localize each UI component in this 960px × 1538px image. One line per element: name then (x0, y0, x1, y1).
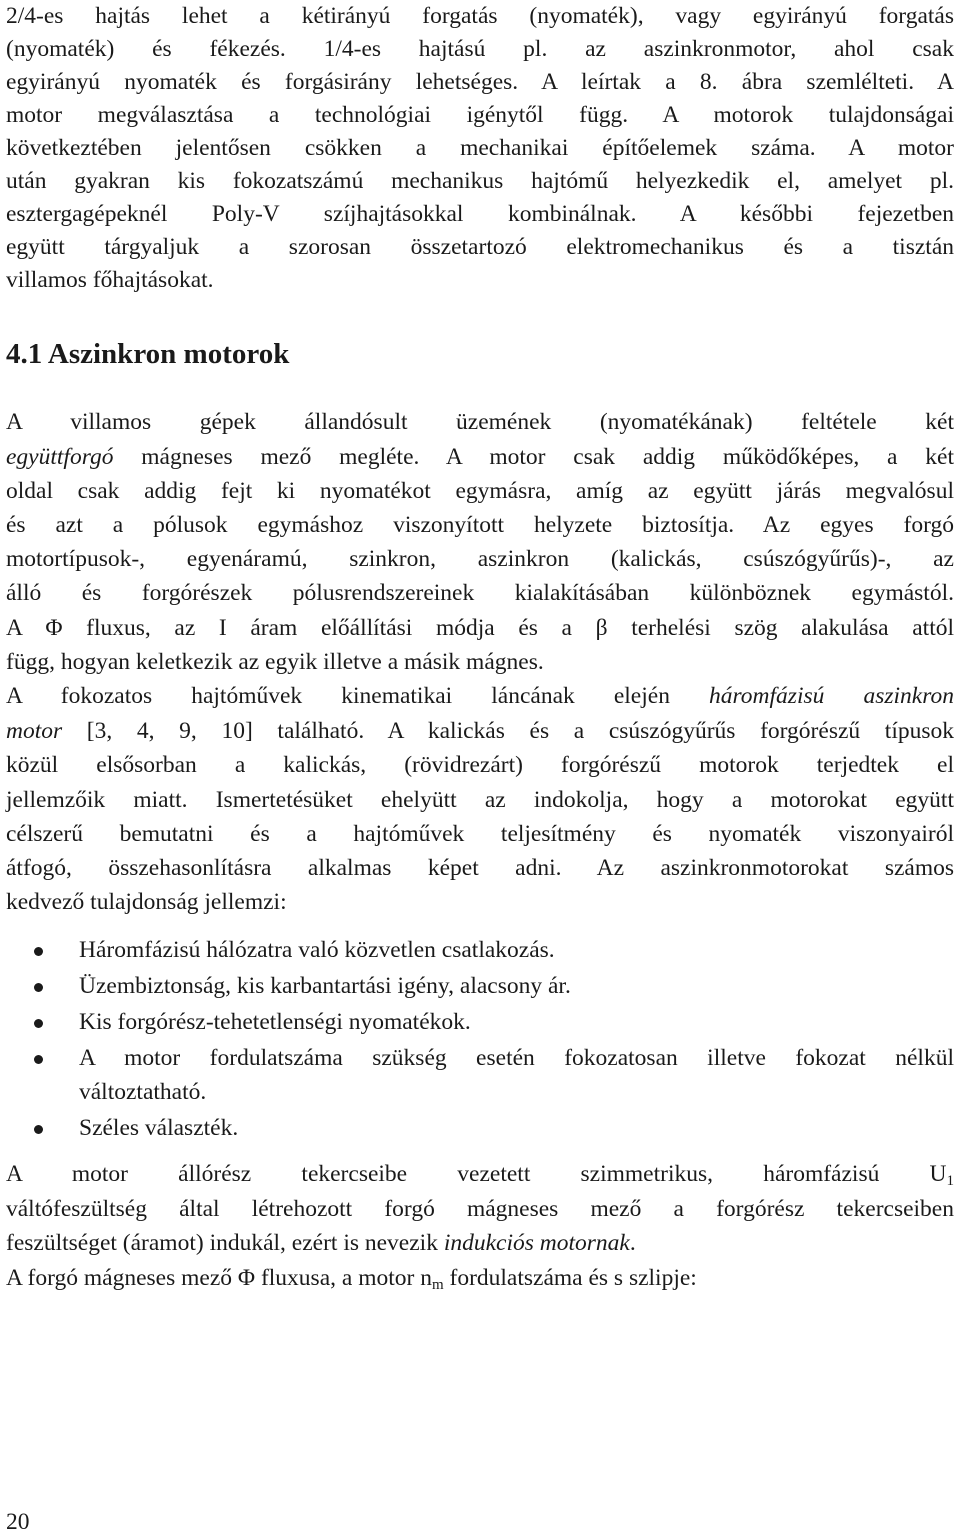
para3-line-7: kedvező tulajdonság jellemzi: (6, 889, 287, 915)
list-item-text: Háromfázisú hálózatra való közvetlen csatlakozás. (79, 937, 555, 963)
bullet-dot (34, 1019, 43, 1028)
list-item-text: Üzembiztonság, kis karbantartási igény, alacsony ár. (79, 973, 571, 999)
para4-line-1 (6, 1158, 954, 1190)
page-number: 20 (6, 1509, 30, 1535)
bullet-dot (34, 947, 43, 956)
para3-line-1-start: A fokozatos hajtóművek kinematikai láncának elején (6, 683, 710, 709)
para2-line-6: álló és forgórészek pólusrendszereinek kialakításában különböznek egymástól. (6, 580, 954, 606)
para1-line-2: (nyomaték) és fékezés. 1/4-es hajtású pl. az aszinkronmotor, ahol csak (6, 36, 954, 62)
list-item (0, 1006, 960, 1038)
para4-subscript: 1 (946, 1173, 954, 1189)
para5-line-1 (6, 1262, 954, 1294)
para2-line-8: függ, hogyan keletkezik az egyik illetve a másik mágnes. (6, 649, 544, 675)
para2-line-3: oldal csak addig fejt ki nyomatékot egymásra, amíg az együtt járás megvalósul (6, 478, 954, 504)
para1-line-9: villamos főhajtásokat. (6, 267, 214, 293)
para5-end: fordulatszáma és s szlipje: (443, 1265, 697, 1291)
para4-line-3-end: . (629, 1230, 636, 1256)
list-item (0, 934, 960, 966)
para3-line-2-rest: [3, 4, 9, 10] található. A kalickás és a csúszógyűrűs forgórészű típusok (62, 718, 954, 744)
para1-line-3: egyirányú nyomaték és forgásirány lehetséges. A leírtak a 8. ábra szemlélteti. A (6, 69, 954, 95)
para3-italic-term-1: háromfázisú aszinkron (709, 683, 954, 709)
list-item-text-continued: változtatható. (79, 1079, 207, 1105)
para2-line-1: A villamos gépek állandósult üzemének (nyomatékának) feltétele két (6, 409, 954, 435)
para4-line-3 (6, 1227, 954, 1259)
para5-subscript: m (431, 1277, 444, 1293)
list-item (0, 970, 960, 1002)
list-item-text: Széles választék. (79, 1115, 239, 1141)
list-item (0, 1042, 960, 1105)
para1-line-8: együtt tárgyaljuk a szorosan összetartozó elektromechanikus és a tisztán (6, 234, 954, 260)
para4-italic-term: indukciós motornak (443, 1230, 630, 1256)
para2-line-7: A Φ fluxus, az I áram előállítási módja és a β terhelési szög alakulása attól (6, 615, 954, 641)
para3-line-4: jellemzőik miatt. Ismertetésüket ehelyütt az indokolja, hogy a motorokat együtt (6, 787, 954, 813)
para2-italic-term: együttforgó (6, 444, 114, 470)
list-item (0, 1112, 960, 1144)
para2-line-4: és azt a pólusok egymáshoz viszonyított helyzete biztosítja. Az egyes forgó (6, 512, 954, 538)
section-heading: 4.1 Aszinkron motorok (6, 338, 290, 370)
para1-line-1: 2/4-es hajtás lehet a kétirányú forgatás (nyomaték), vagy egyirányú forgatás (6, 3, 954, 29)
para1-line-6: után gyakran kis fokozatszámú mechanikus hajtómű helyezkedik el, amelyet pl. (6, 168, 954, 194)
para3-line-3: közül elsősorban a kalickás, (rövidrezárt) forgórészű motorok terjedtek el (6, 752, 954, 778)
list-item-text: Kis forgórész-tehetetlenségi nyomatékok. (79, 1009, 471, 1035)
para4-line-2: váltófeszültség által létrehozott forgó mágneses mező a forgórész tekercseiben (6, 1196, 954, 1222)
bullet-dot (34, 1055, 43, 1064)
list-item-text: A motor fordulatszáma szükség esetén fokozatosan illetve fokozat nélkül (79, 1045, 954, 1071)
para2-line-5: motortípusok-, egyenáramú, szinkron, aszinkron (kalickás, csúszógyűrűs)-, az (6, 546, 954, 572)
para1-line-5: következtében jelentősen csökken a mechanikai építőelemek száma. A motor (6, 135, 954, 161)
para2-line-2 (6, 441, 954, 473)
para2-line-2-rest: mágneses mező megléte. A motor csak addig működőképes, a két (113, 444, 954, 470)
para1-line-7: esztergagépeknél Poly-V szíjhajtásokkal kombinálnak. A későbbi fejezetben (6, 201, 954, 227)
para1-line-4: motor megválasztása a technológiai igénytől függ. A motorok tulajdonságai (6, 102, 954, 128)
para3-line-5: célszerű bemutatni és a hajtóművek teljesítmény és nyomaték viszonyairól (6, 821, 954, 847)
para3-line-6: átfogó, összehasonlításra alkalmas képet adni. Az aszinkronmotorokat számos (6, 855, 954, 881)
para4-line-1-text: A motor állórész tekercseibe vezetett szimmetrikus, háromfázisú U (6, 1161, 947, 1187)
para3-line-1 (6, 680, 954, 712)
para3-line-2 (6, 715, 954, 747)
para3-italic-term-2: motor (6, 718, 63, 744)
bullet-dot (34, 1125, 43, 1134)
para4-line-3-start: feszültséget (áramot) indukál, ezért is nevezik (6, 1230, 444, 1256)
para5-start: A forgó mágneses mező Φ fluxusa, a motor n (6, 1265, 432, 1291)
bullet-dot (34, 983, 43, 992)
